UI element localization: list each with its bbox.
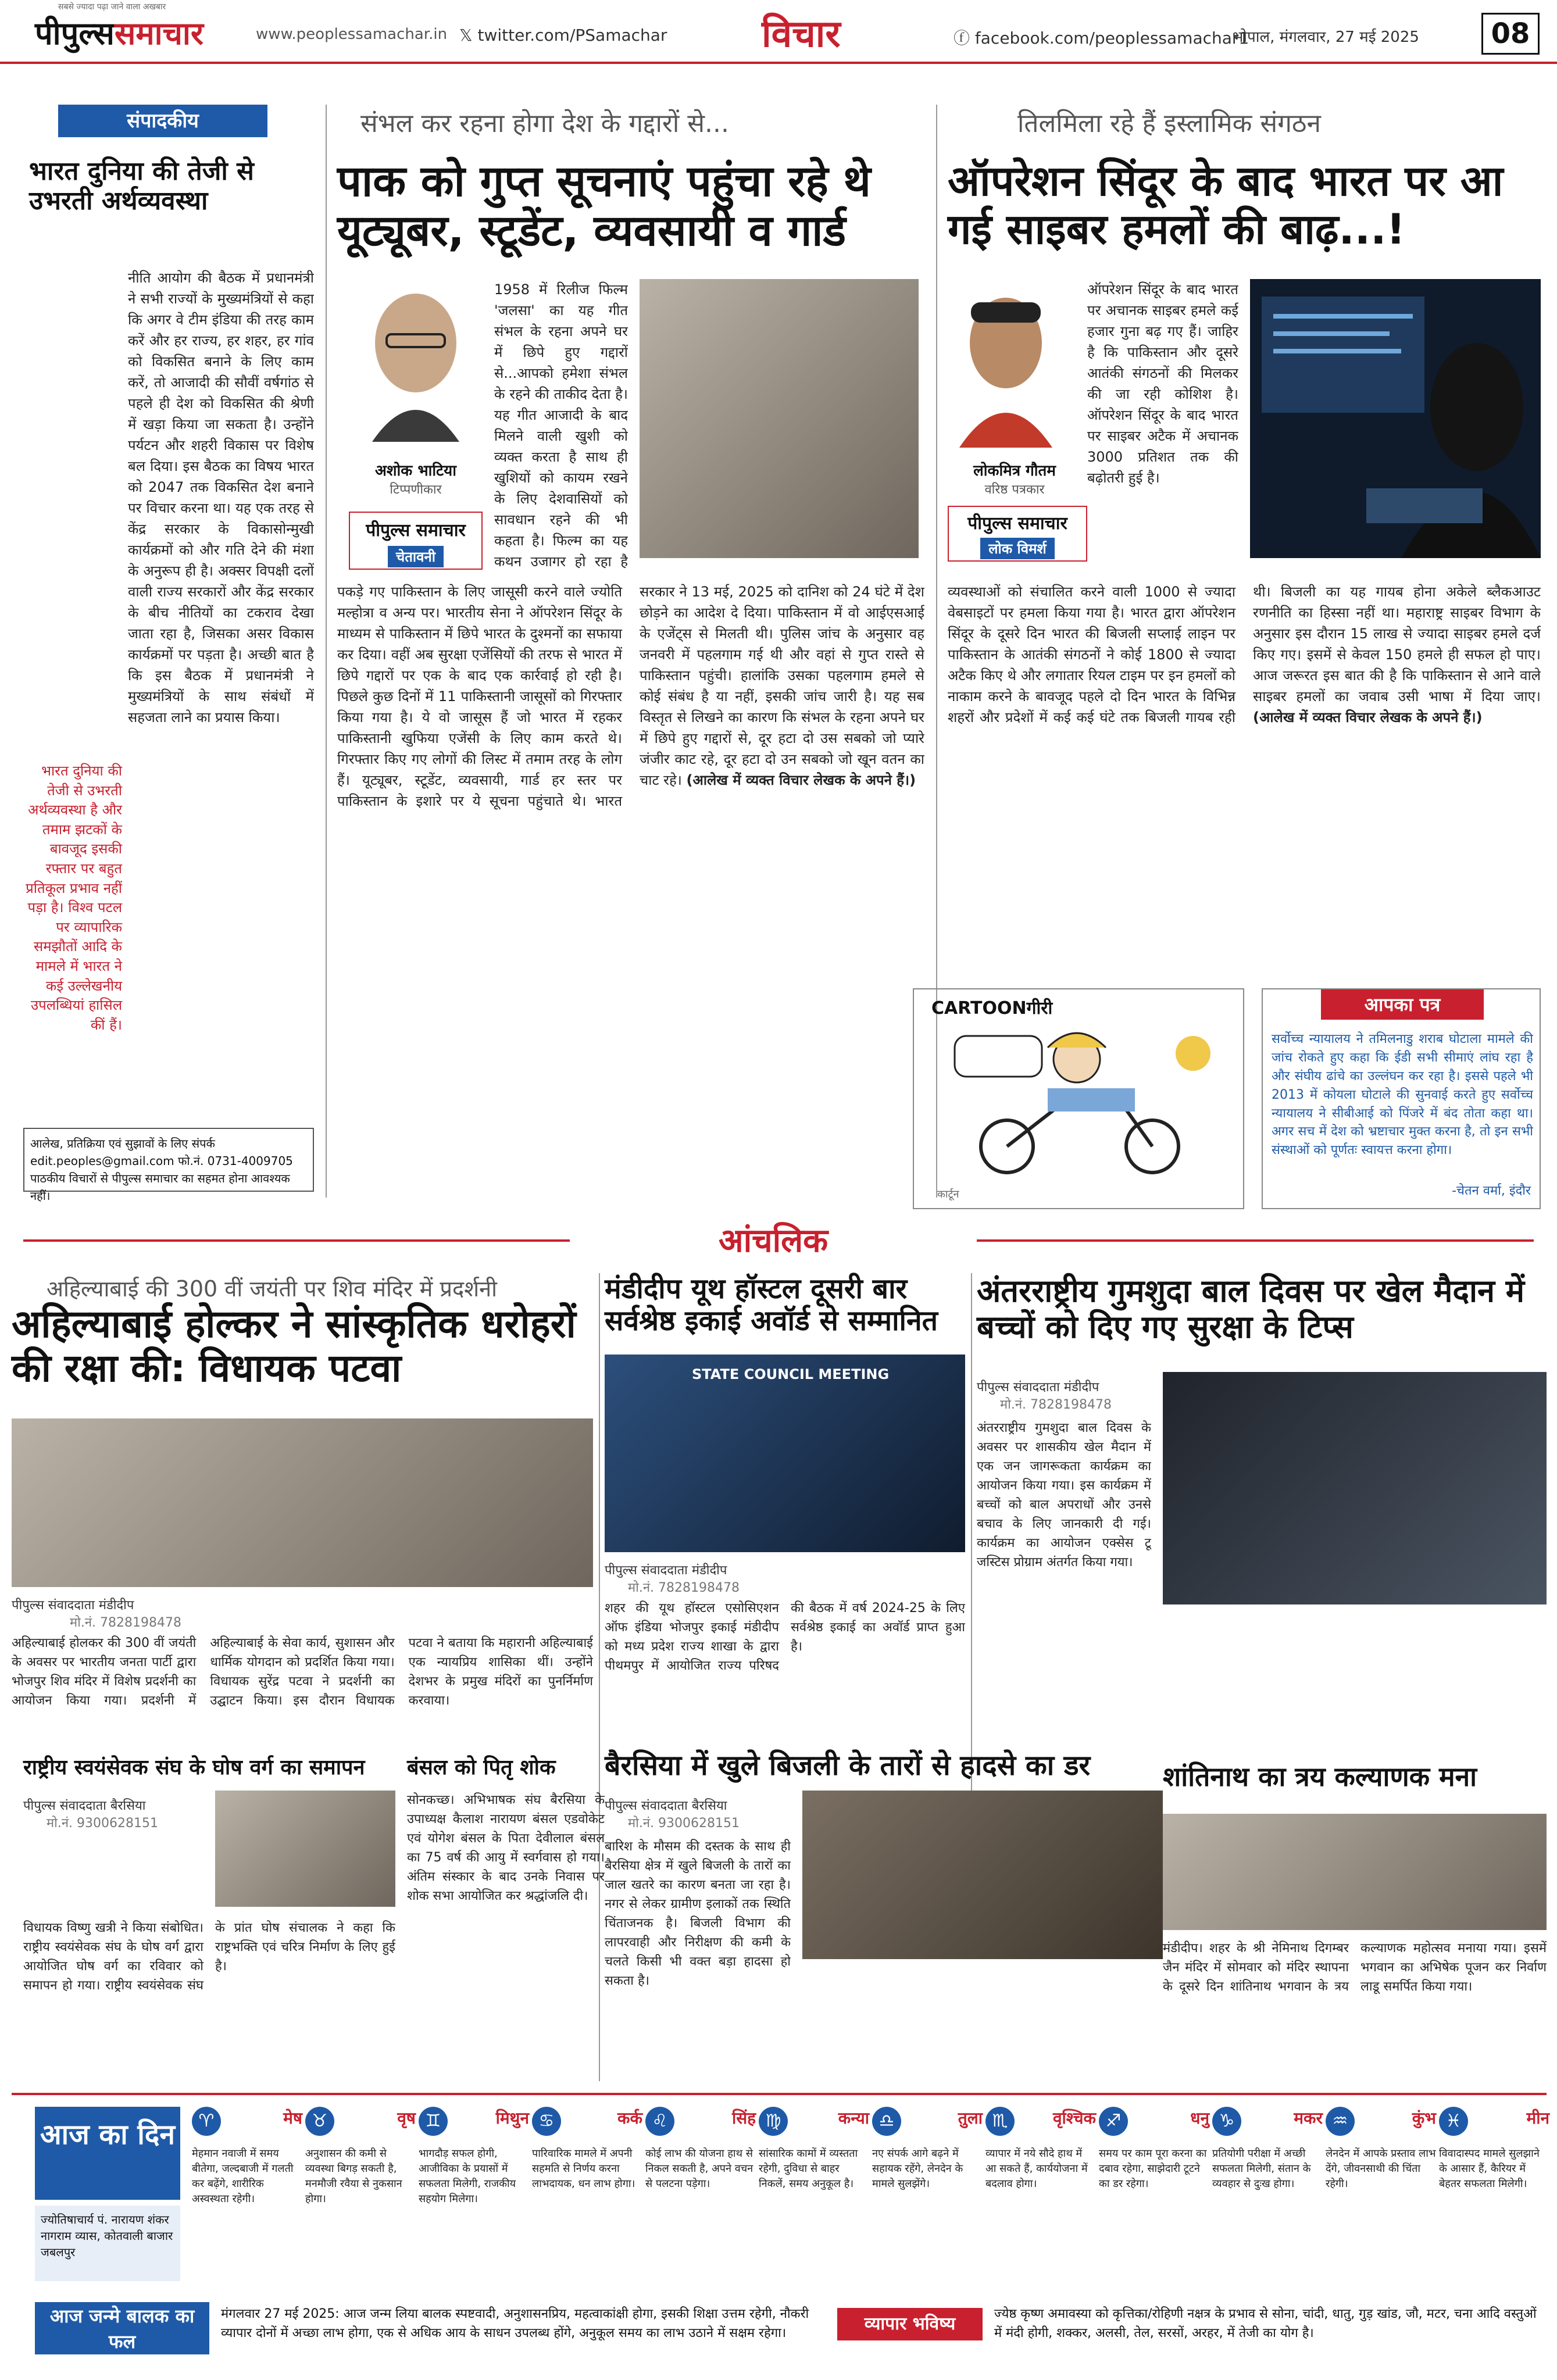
accused-photo bbox=[640, 279, 919, 558]
editorial-column bbox=[23, 105, 314, 1192]
page-number: 08 bbox=[1481, 13, 1540, 55]
article-note: (आलेख में व्यक्त विचार लेखक के अपने हैं।) bbox=[686, 772, 916, 788]
letter-signature: -चेतन वर्मा, इंदौर bbox=[1452, 1184, 1531, 1198]
story-body: अंतरराष्ट्रीय गुमशुदा बाल दिवस के अवसर पर शासकीय खेल मैदान में एक जन जागरूकता कार्यक्रम का आयोजन किया गया। इस कार्यक्रम में बच्चों को बाल अपराधों और उनसे बचाव के लिए जानकारी दी गई। कार्यक्रम का आयोजन एक्सेस टू जस्टिस प्रोग्राम अंतर्गत किया गया। bbox=[977, 1421, 1151, 1570]
zodiac-name: वृष bbox=[397, 2109, 416, 2128]
zodiac-sign bbox=[1439, 2107, 1549, 2281]
horoscope-section bbox=[12, 2093, 1547, 2290]
regional-label: आंचलिक bbox=[570, 1221, 977, 1262]
story-body: सोनकच्छ। अभिभाषक संघ बैरसिया के उपाध्यक्ष कैलाश नारायण बंसल एडवोकेट एवं योगेश बंसल के पिता देवीलाल बंसल का 75 वर्ष की आयु में स्वर्गवास हो गया। अंतिम संस्कार के बाद उनके निवास पर शोक सभा आयोजित कर श्रद्धांजलि दी। bbox=[407, 1793, 605, 1903]
editorial-title: भारत दुनिया की तेजी से उभरती अर्थव्यवस्था bbox=[29, 156, 254, 216]
horoscope-title: आज का दिन bbox=[35, 2107, 180, 2200]
zodiac-sign bbox=[192, 2107, 302, 2281]
article-body bbox=[948, 581, 1541, 1006]
zodiac-prediction: प्रतियोगी परीक्षा में अच्छी सफलता मिलेगी, संतान के व्यवहार से दुःख होगा। bbox=[1212, 2147, 1311, 2190]
column-divider bbox=[971, 1273, 972, 1796]
zodiac-sign bbox=[1326, 2107, 1436, 2281]
story-body: मंडीदीप। शहर के श्री नेमिनाथ दिगम्बर जैन मंदिर में सोमवार को मंदिर स्थापना के दूसरे दिन शांतिनाथ भगवान के त्रय कल्याणक महोत्सव मनाया गया। इसमें भगवान का अभिषेक पूजन कर निर्वाण लाडू समर्पित किया गया। bbox=[1163, 1941, 1547, 1994]
birthday-label: आज जन्मे बालक का फल bbox=[35, 2302, 209, 2354]
story-youth-hostel bbox=[605, 1273, 965, 1738]
footer bbox=[12, 2302, 1547, 2366]
zodiac-icon: ♉ bbox=[305, 2107, 334, 2136]
zodiac-name: मीन bbox=[1526, 2109, 1549, 2128]
exhibition-photo bbox=[12, 1418, 593, 1587]
zodiac-name: मिथुन bbox=[495, 2109, 529, 2128]
zodiac-sign bbox=[985, 2107, 1096, 2281]
zodiac-icon: ♏ bbox=[985, 2107, 1015, 2136]
author-name: अशोक भाटिया bbox=[375, 462, 456, 480]
zodiac-prediction: विवादास्पद मामले सुलझाने के आसार हैं, कैरियर में बेहतर सफलता मिलेगी। bbox=[1439, 2147, 1540, 2190]
author-photo bbox=[349, 279, 483, 442]
zodiac-name: मकर bbox=[1294, 2109, 1323, 2128]
zodiac-icon: ♈ bbox=[192, 2107, 221, 2136]
zodiac-sign bbox=[305, 2107, 416, 2281]
logo-part2: समाचार bbox=[114, 15, 203, 52]
editorial-pullquote: भारत दुनिया की तेजी से उभरती अर्थव्यवस्था है और तमाम झटकों के बावजूद इसकी रफ्तार पर बहुत प्रतिकूल प्रभाव नहीं पड़ा है। विश्व पटल पर व्यापारिक समझौतों आदि के मामले में भारत ने कई उल्लेखनीय उपलब्धियां हासिल कीं हैं। bbox=[26, 763, 122, 1033]
story-byline: पीपुल्स संवाददाता बैरसिया bbox=[605, 1799, 727, 1813]
zodiac-icon: ♊ bbox=[419, 2107, 448, 2136]
zodiac-sign bbox=[759, 2107, 869, 2281]
zodiac-name: कुंभ bbox=[1412, 2109, 1436, 2128]
festival-photo bbox=[1163, 1814, 1547, 1930]
article-note: (आलेख में व्यक्त विचार लेखक के अपने हैं।) bbox=[1253, 709, 1483, 726]
trade-text: ज्येष्ठ कृष्ण अमावस्या को कृत्तिका/रोहिणी नक्षत्र के प्रभाव से सोना, चांदी, धातु, गुड़ खांड, जौ, मटर, चना आदि वस्तुओं में मंदी होगी, शक्कर, अलसी, तेल, सरसों, अरहर, में तेजी का योग है। bbox=[994, 2307, 1537, 2340]
zodiac-sign bbox=[872, 2107, 983, 2281]
award-photo bbox=[605, 1355, 965, 1552]
birthday-text: मंगलवार 27 मई 2025: आज जन्म लिया बालक स्पष्टवादी, अनुशासनप्रिय, महत्वाकांक्षी होगा, इसकी शिक्षा उत्तम रहेगी, नौकरी व्यापार दोनों में अच्छा लाभ होगा, एक से अधिक आय के साधन उपलब्ध होंगे, अनुकूल समय का लाभ उठाने में सक्षम रहेगा। bbox=[221, 2307, 809, 2340]
zodiac-name: वृश्चिक bbox=[1052, 2109, 1096, 2128]
zodiac-icon: ♓ bbox=[1439, 2107, 1468, 2136]
story-byline: पीपुल्स संवाददाता मंडीदीप bbox=[977, 1380, 1099, 1395]
story-headline[interactable]: मंडीदीप यूथ हॉस्टल दूसरी बार सर्वश्रेष्ठ इकाई अवॉर्ड से सम्मानित bbox=[605, 1273, 938, 1338]
newspaper-logo[interactable] bbox=[35, 10, 203, 53]
author-name: लोकमित्र गौतम bbox=[973, 462, 1056, 480]
masthead bbox=[0, 0, 1557, 64]
cartoon-label: CARTOONगीरी bbox=[931, 998, 1053, 1019]
letter-body: सर्वोच्च न्यायालय ने तमिलनाडु शराब घोटाला मामले की जांच रोकते हुए कहा कि ईडी सभी सीमाएं लांघ रहा है और संघीय ढांचे का उल्लंघन कर रहा है। इससे पहले भी 2013 में कोयला घोटाले की सुनवाई करते हुए सर्वोच्च न्यायालय ने सीबीआई को पिंजरे में बंद तोता कहा था। अगर सच में देश को भ्रष्टाचार मुक्त करना है, तो इन सभी संस्थाओं को पूर्णतः स्वायत्त करना होगा। bbox=[1272, 1032, 1533, 1158]
section-title: विचार bbox=[762, 13, 841, 56]
twitter-icon: 𝕏 bbox=[459, 26, 478, 45]
story-missing-children-day bbox=[977, 1273, 1547, 1808]
zodiac-icon: ♐ bbox=[1099, 2107, 1128, 2136]
story-body: शहर की यूथ हॉस्टल एसोसिएशन ऑफ इंडिया भोजपुर इकाई मंडीदीप को मध्य प्रदेश राज्य शाखा के द्वारा पीथमपुर में आयोजित राज्य परिषद की बैठक में वर्ष 2024-25 के लिए सर्वश्रेष्ठ इकाई का अवॉर्ड प्राप्त हुआ है। bbox=[605, 1601, 965, 1673]
article-body-text: व्यवस्थाओं को संचालित करने वाली 1000 से ज्यादा वेबसाइटों पर हमला किया गया है। भारत द्वारा ऑपरेशन सिंदूर के दूसरे दिन भारत की बिजली सप्लाई लाइन पर पाकिस्तान के आतंकी संगठनों ने कोई 1800 से ज्यादा अटैक किए थे और लगातार रियल टाइम पर इन हमलों को नाकाम करने के बावजूद पहले दो दिन भारत के विभिन्न शहरों और प्रदेशों में कई कई घंटे तक बिजली गायब रही थी। बिजली का यह गायब होना अकेले ब्लैकआउट रणनीति का हिस्सा नहीं था। महाराष्ट्र साइबर विभाग के अनुसार इस दौरान 15 लाख से ज्यादा साइबर हमले दर्ज किए गए। इसमें से केवल 150 हमले ही सफल हो पाए। आज जरूरत इस बात की है कि पाकिस्तान से आने वाले साइबर हमलों का जवाब उसी भाषा में दिया जाए। bbox=[948, 584, 1541, 726]
zodiac-prediction: लेनदेन में आपके प्रस्ताव लाभ देंगे, जीवनसाथी की चिंता रहेगी। bbox=[1326, 2147, 1436, 2190]
story-rss-camp bbox=[23, 1756, 395, 2081]
zodiac-prediction: भागदौड़ सफल होगी, आजीविका के प्रयासों में सफलता मिलेगी, राजकीय सहयोग मिलेगा। bbox=[419, 2147, 516, 2206]
zodiac-prediction: सांसारिक कामों में व्यस्तता रहेगी, दुविधा से बाहर निकलें, समय अनुकूल है। bbox=[759, 2147, 858, 2190]
brand-logo: पीपुल्स समाचार bbox=[967, 513, 1067, 534]
website-link[interactable]: www.peoplessamachar.in bbox=[256, 26, 448, 43]
story-headline[interactable]: अंतरराष्ट्रीय गुमशुदा बाल दिवस पर खेल मैदान में बच्चों को दिए गए सुरक्षा के टिप्स bbox=[977, 1273, 1525, 1346]
story-phone: मो.नं. 7828198478 bbox=[70, 1616, 182, 1630]
article-spy-network bbox=[337, 105, 924, 1192]
zodiac-icon: ♋ bbox=[532, 2107, 561, 2136]
story-phone: मो.नं. 7828198478 bbox=[1000, 1398, 1112, 1412]
letters-label: आपका पत्र bbox=[1321, 989, 1484, 1020]
zodiac-icon: ♍ bbox=[759, 2107, 788, 2136]
letters-box bbox=[1262, 988, 1541, 1209]
article-kicker: संभल कर रहना होगा देश के गद्दारों से... bbox=[360, 109, 729, 138]
zodiac-sign bbox=[419, 2107, 529, 2281]
horoscope-astrologer: ज्योतिषाचार्य पं. नारायण शंकर नागराम व्यास, कोतवाली बाजार जबलपुर bbox=[35, 2206, 180, 2281]
story-phone: मो.नं. 7828198478 bbox=[628, 1581, 740, 1595]
story-body: विधायक विष्णु खत्री ने किया संबोधित। राष्ट्रीय स्वयंसेवक संघ के घोष वर्ग द्वारा आयोजित घोष वर्ग का रविवार को समापन हो गया। राष्ट्रीय स्वयंसेवक संघ के प्रांत घोष संचालक ने कहा कि राष्ट्रभक्ति एवं चरित्र निर्माण के लिए हुई है। bbox=[23, 1921, 395, 1993]
zodiac-icon: ♑ bbox=[1212, 2107, 1241, 2136]
zodiac-prediction: अनुशासन की कमी से व्यवस्था बिगड़ सकती है, मनमौजी रवैया से नुकसान होगा। bbox=[305, 2147, 402, 2206]
story-phone: मो.नं. 9300628151 bbox=[47, 1816, 159, 1831]
zodiac-name: धनु bbox=[1190, 2109, 1209, 2128]
article-intro: ऑपरेशन सिंदूर के बाद भारत पर अचानक साइबर हमले कई हजार गुना बढ़ गए हैं। जाहिर है कि पाकिस्तान और दूसरे आतंकी संगठनों की मिलकर की जा रही कोशिश है। ऑपरेशन सिंदूर के बाद भारत पर साइबर अटैक में अचानक 3000 प्रतिशत तक की बढ़ोतरी हुई है। bbox=[1087, 281, 1238, 486]
dateline: भोपाल, मंगलवार, 27 मई 2025 bbox=[1233, 28, 1419, 46]
zodiac-icon: ♎ bbox=[872, 2107, 901, 2136]
facebook-link[interactable] bbox=[954, 26, 1249, 49]
zodiac-prediction: नए संपर्क आगे बढ़ने में सहायक रहेंगे, लेनदेन के मामले सुलझेंगे। bbox=[872, 2147, 963, 2190]
story-body: बारिश के मौसम की दस्तक के साथ ही बैरसिया क्षेत्र में खुले बिजली के तारों का जाल खतरे का कारण बनता जा रहा है। नगर से लेकर ग्रामीण इलाकों तक स्थिति चिंताजनक है। बिजली विभाग की लापरवाही और निरीक्षण की कमी के चलते किसी भी वक्त बड़ा हादसा हो सकता है। bbox=[605, 1839, 791, 1988]
article-kicker: तिलमिला रहे हैं इस्लामिक संगठन bbox=[1017, 109, 1321, 138]
zodiac-name: कर्क bbox=[617, 2109, 642, 2128]
cartoon-illustration bbox=[931, 1024, 1228, 1181]
logo-part1: पीपुल्स bbox=[35, 15, 115, 52]
masthead-tagline: सबसे ज्यादा पढ़ा जाने वाला अखबार bbox=[58, 2, 166, 12]
article-body bbox=[337, 581, 924, 1192]
article-intro: 1958 में रिलीज फिल्म 'जलसा' का यह गीत संभल के रहना अपने घर में छिपे हुए गद्दारों से...आपको हमेशा संभल के रहने की ताकीद देता है। यह गीत आजादी के बाद मिलने वाली खुशी को व्यक्त करता है साथ ही खुशियों को कायम रखने के लिए देशवासियों को सावधान रहने की भी कहता है। फिल्म का यह कथन उजागर हो रहा है bbox=[494, 281, 628, 570]
twitter-link[interactable] bbox=[459, 26, 667, 45]
author-role: वरिष्ठ पत्रकार bbox=[984, 483, 1045, 497]
story-obituary bbox=[407, 1756, 605, 2081]
story-kicker: अहिल्याबाई की 300 वीं जयंती पर शिव मंदिर में प्रदर्शनी bbox=[47, 1276, 497, 1302]
cartoon-box bbox=[913, 988, 1244, 1209]
playground-photo bbox=[1163, 1372, 1547, 1604]
facebook-icon: ⓕ bbox=[954, 28, 975, 48]
zodiac-sign bbox=[1099, 2107, 1209, 2281]
story-phone: मो.नं. 9300628151 bbox=[628, 1816, 740, 1831]
zodiac-name: मेष bbox=[283, 2109, 302, 2128]
column-brand bbox=[948, 506, 1087, 562]
twitter-handle: twitter.com/PSamachar bbox=[477, 26, 667, 45]
author-role: टिप्पणीकार bbox=[390, 483, 442, 497]
zodiac-prediction: मेहमान नवाजी में समय बीतेगा, जल्दबाजी में गलती कर बढ़ेंगे, शारीरिक अस्वस्थता रहेगी। bbox=[192, 2147, 294, 2206]
cartoon-artist: कार्टून bbox=[937, 1188, 959, 1200]
wires-photo bbox=[802, 1791, 1163, 1959]
facebook-handle: facebook.com/peoplessamachar1 bbox=[974, 28, 1249, 48]
story-jain-festival bbox=[1163, 1761, 1547, 2081]
story-headline[interactable]: शांतिनाथ का त्रय कल्याणक मना bbox=[1163, 1761, 1477, 1792]
zodiac-name: सिंह bbox=[731, 2109, 756, 2128]
story-headline[interactable]: अहिल्याबाई होल्कर ने सांस्कृतिक धरोहरों की रक्षा की: विधायक पटवा bbox=[12, 1302, 576, 1391]
column-divider bbox=[326, 105, 327, 1198]
zodiac-sign bbox=[532, 2107, 642, 2281]
story-byline: पीपुल्स संवाददाता बैरसिया bbox=[23, 1799, 146, 1813]
story-byline: पीपुल्स संवाददाता मंडीदीप bbox=[605, 1563, 727, 1578]
zodiac-prediction: समय पर काम पूरा करना का दबाव रहेगा, साझेदारी टूटने का डर रहेगा। bbox=[1099, 2147, 1207, 2190]
hacker-photo bbox=[1250, 279, 1541, 558]
column-name: चेतावनी bbox=[388, 546, 444, 567]
zodiac-sign bbox=[645, 2107, 756, 2281]
zodiac-icon: ♒ bbox=[1326, 2107, 1355, 2136]
column-brand bbox=[349, 512, 483, 570]
editorial-label: संपादकीय bbox=[58, 105, 267, 137]
story-electric-wires bbox=[605, 1750, 1163, 2081]
column-name: लोक विमर्श bbox=[980, 538, 1055, 559]
zodiac-icon: ♌ bbox=[645, 2107, 674, 2136]
zodiac-sign bbox=[1212, 2107, 1323, 2281]
story-ahilyabai bbox=[12, 1273, 593, 1750]
article-body-text: पकड़े गए पाकिस्तान के लिए जासूसी करने वाले ज्योति मल्होत्रा व अन्य पर। भारतीय सेना ने ऑपरेशन सिंदूर के माध्यम से पाकिस्तान में छिपे भारत के दुश्मनों का सफाया कर दिया। वहीं अब सुरक्षा एजेंसियों की तरफ से भारत में छिपे गद्दारों पर एक के बाद एक कार्रवाई हो रही है। पिछले कुछ दिनों में 11 पाकिस्तानी जासूसों को गिरफ्तार किया गया है। ये वो जासूस हैं जो भारत में रहकर पाकिस्तानी खुफिया एजेंसी के लिए काम करते थे। गिरफ्तार किए गए लोगों की लिस्ट में तमाम तरह के लोग हैं। यूट्यूबर, स्टूडेंट, व्यवसायी, गार्ड हर स्तर पर पाकिस्तान के इशारे पर ये सूचना पहुंचाते थे। भारत सरकार ने 13 मई, 2025 को दानिश को 24 घंटे में देश छोड़ने का आदेश दे दिया। पाकिस्तान में वो आईएसआई के एजेंट्स से मिलती थी। पुलिस जांच के अनुसार वह जनवरी में पहलगाम गई थी और वहां से गुप्त रास्ते से पाकिस्तान पहुंची। हालांकि उसका पहलगाम हमले से कोई संबंध है या नहीं, इसकी जांच जारी है। यह सब विस्तृत से लिखने का कारण कि संभल के रहना अपने घर में छिपे हुए गद्दारों से, दूर हटा दो उस सबको जो प्यारे जंजीर काट रहे, दूर हटा दो उन सबको जो खून वतन का चाट रहे। bbox=[337, 584, 924, 809]
camp-photo bbox=[215, 1791, 395, 1907]
story-headline[interactable]: बैरसिया में खुले बिजली के तारों से हादसे का डर bbox=[605, 1749, 1091, 1782]
article-headline[interactable]: ऑपरेशन सिंदूर के बाद भारत पर आ गई साइबर हमलों की बाढ़...! bbox=[948, 156, 1504, 253]
zodiac-prediction: कोई लाभ की योजना हाथ से निकल सकती है, अपने वचन से पलटना पड़ेगा। bbox=[645, 2147, 753, 2190]
article-headline[interactable]: पाक को गुप्त सूचनाएं पहुंचा रहे थे यूट्यूबर, स्टूडेंट, व्यवसायी व गार्ड bbox=[337, 156, 871, 256]
zodiac-prediction: पारिवारिक मामले में अपनी सहमति से निर्णय करना लाभदायक, धन लाभ होगा। bbox=[532, 2147, 635, 2190]
zodiac-name: तुला bbox=[958, 2109, 983, 2128]
contact-box: आलेख, प्रतिक्रिया एवं सुझावों के लिए संपर्क edit.peoples@gmail.com फो.नं. 0731-4009705 पाठकीय विचारों से पीपुल्स समाचार का सहमत होना आवश्यक नहीं। bbox=[23, 1128, 314, 1192]
story-body: अहिल्याबाई होलकर की 300 वीं जयंती के अवसर पर भारतीय जनता पार्टी द्वारा भोजपुर शिव मंदिर में विशेष प्रदर्शनी का आयोजन किया गया। प्रदर्शनी में अहिल्याबाई के सेवा कार्य, सुशासन और धार्मिक योगदान को प्रदर्शित किया गया। विधायक सुरेंद्र पटवा ने प्रदर्शनी का उद्घाटन किया। इस दौरान विधायक पटवा ने बताया कि महारानी अहिल्याबाई एक न्यायप्रिय शासिका थीं। उन्होंने देशभर के प्रमुख मंदिरों का पुनर्निर्माण करवाया। bbox=[12, 1636, 593, 1708]
article-cyber-attacks bbox=[948, 105, 1541, 1006]
author-photo bbox=[948, 279, 1064, 448]
brand-logo: पीपुल्स समाचार bbox=[366, 520, 466, 541]
meeting-banner: STATE COUNCIL MEETING bbox=[692, 1366, 890, 1382]
trade-label: व्यापार भविष्य bbox=[837, 2308, 983, 2340]
story-headline[interactable]: बंसल को पितृ शोक bbox=[407, 1756, 556, 1779]
zodiac-prediction: व्यापार में नये सौदे हाथ में आ सकते हैं, कार्ययोजना में बदलाव होगा। bbox=[985, 2147, 1088, 2190]
regional-section-band bbox=[0, 1221, 1557, 1262]
zodiac-name: कन्या bbox=[838, 2109, 869, 2128]
editorial-body: नीति आयोग की बैठक में प्रधानमंत्री ने सभी राज्यों के मुख्यमंत्रियों से कहा कि अगर वे टीम इंडिया की तरह काम करें और हर राज्य, हर शहर, हर गांव को विकसित बनाने के लिए काम करें, तो आजादी की सौवीं वर्षगांठ से पहले ही देश को विकसित की श्रेणी में खड़ा किया जा सकता है। उन्होंने पर्यटन और शहरी विकास पर विशेष बल दिया। इस बैठक का विषय भारत को 2047 तक विकसित देश बनाने पर विचार करना था। यह एक तरह से केंद्र सरकार के विकासोन्मुखी कार्यक्रमों को और गति देने की मंशा के अनुरूप ही है। अक्सर विपक्षी दलों वाली राज्य सरकारों और केंद्र सरकार के बीच नीतियों का टकराव देखा जाता रहा है, जिसका असर विकास कार्यक्रमों पर पड़ता है। अच्छी बात है कि इस बैठक में प्रधानमंत्री ने मुख्यमंत्रियों के साथ संबंधों में सहजता लाने का प्रयास किया। bbox=[128, 270, 314, 726]
story-byline: पीपुल्स संवाददाता मंडीदीप bbox=[12, 1598, 134, 1613]
story-headline[interactable]: राष्ट्रीय स्वयंसेवक संघ के घोष वर्ग का समापन bbox=[23, 1756, 365, 1779]
